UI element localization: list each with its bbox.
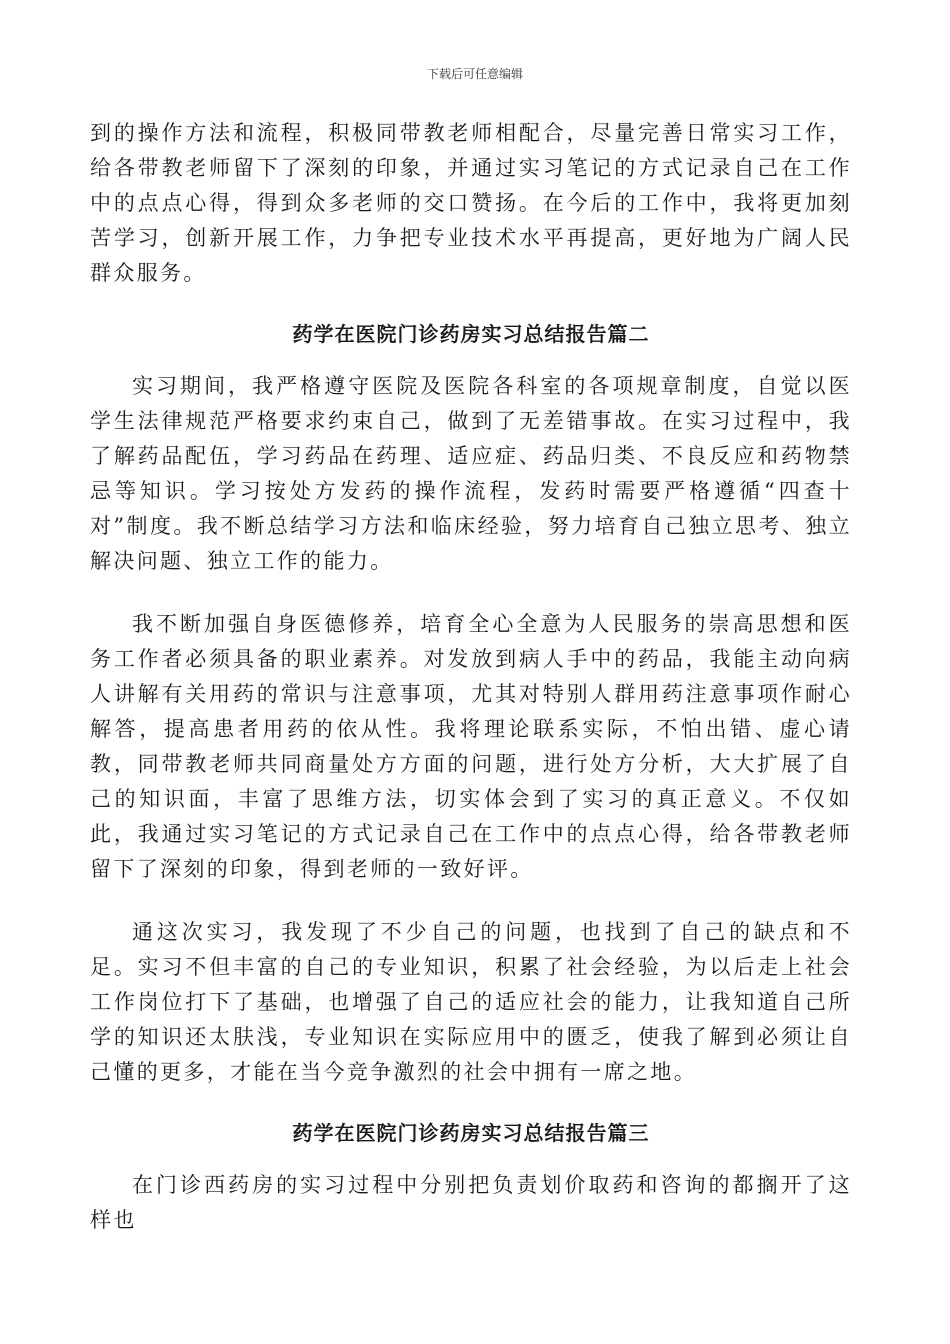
- spacer: [90, 887, 852, 915]
- paragraph-continued: 到的操作方法和流程，积极同带教老师相配合，尽量完善日常实习工作，给各带教老师留下了深刻的印象，并通过实习笔记的方式记录自己在工作中的点点心得，得到众多老师的交口赞扬。在今后的工作中，我将更加刻苦学习，创新开展工作，力争把专业技术水平再提高，更好地为广阔人民群众服务。: [90, 121, 852, 285]
- section-title-3: 药学在医院门诊药房实习总结报告篇三: [292, 1121, 650, 1145]
- spacer: [90, 291, 852, 319]
- spacer: [90, 1148, 852, 1168]
- paragraph-3: 通这次实习，我发现了不少自己的问题，也找到了自己的缺点和不足。实习不但丰富的自己的专业知识，积累了社会经验，为以后走上社会工作岗位打下了基础，也增强了自己的适应社会的能力，让我知道自己所学的知识还太肤浅，专业知识在实际应用中的匮乏，使我了解到必须让自己懂的更多，才能在当今竞争激烈的社会中拥有一席之地。: [90, 920, 852, 1084]
- spacer: [90, 349, 852, 369]
- page-header: 下载后可任意编辑: [426, 67, 523, 81]
- paragraph-2: 我不断加强自身医德修养，培育全心全意为人民服务的崇高思想和医务工作者必须具备的职业素养。对发放到病人手中的药品，我能主动向病人讲解有关用药的常识与注意事项，尤其对特别人群用药注意事项作耐心解答，提高患者用药的依从性。我将理论联系实际，不怕出错、虚心请教，同带教老师共同商量处方方面的问题，进行处方分析，大大扩展了自己的知识面，丰富了思维方法，切实体会到了实习的真正意义。不仅如此，我通过实习笔记的方式记录自己在工作中的点点心得，给各带教老师留下了深刻的印象，得到老师的一致好评。: [90, 612, 852, 881]
- paragraph-4: 在门诊西药房的实习过程中分别把负责划价取药和咨询的都搁开了这样也: [90, 1173, 852, 1232]
- spacer: [90, 1090, 852, 1118]
- section-title-2: 药学在医院门诊药房实习总结报告篇二: [292, 322, 650, 346]
- spacer: [90, 579, 852, 607]
- document-body: [90, 116, 852, 1238]
- paragraph-1: 实习期间，我严格遵守医院及医院各科室的各项规章制度，自觉以医学生法律规范严格要求约束自己，做到了无差错事故。在实习过程中，我了解药品配伍，学习药品在药理、适应症、药品归类、不良反应和药物禁忌等知识。学习按处方发药的操作流程，发药时需要严格遵循“四查十对”制度。我不断总结学习方法和临床经验，努力培育自己独立思考、独立解决问题、独立工作的能力。: [90, 374, 852, 573]
